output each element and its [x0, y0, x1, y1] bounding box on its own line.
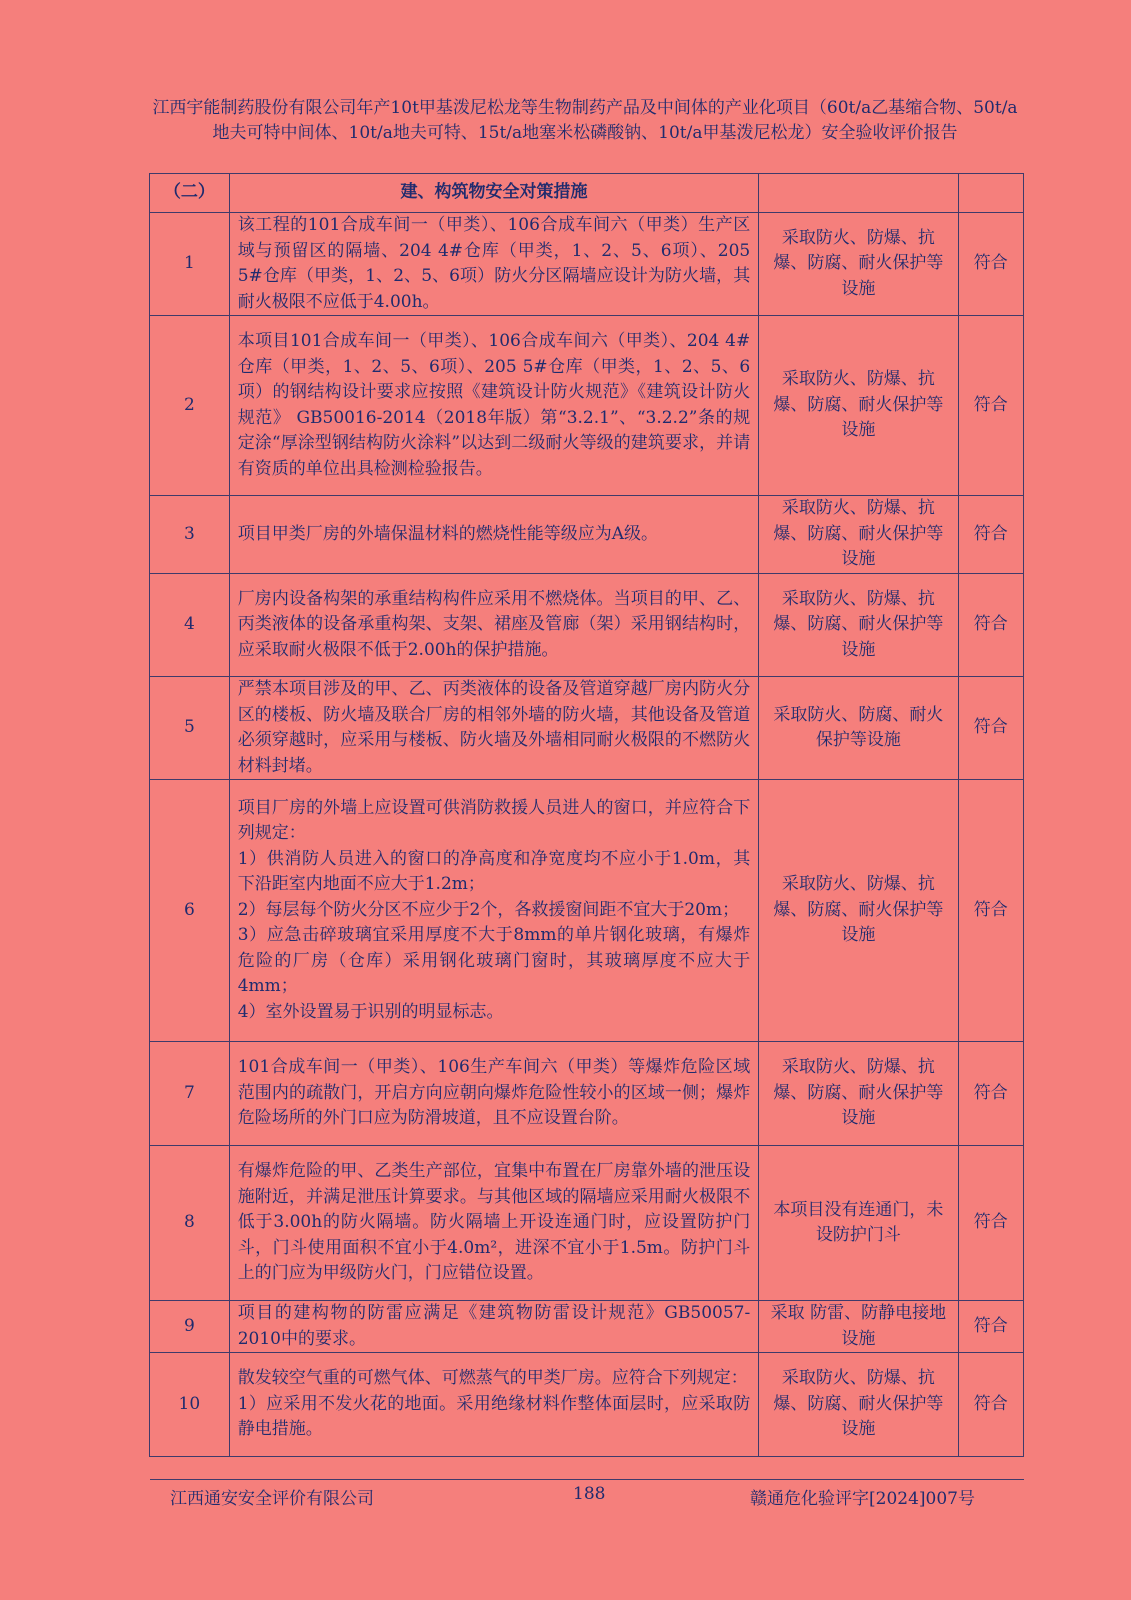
table-row [150, 496, 1024, 574]
page-header-title: 江西宇能制药股份有限公司年产10t甲基泼尼松龙等生物制药产品及中间体的产业化项目（60t/a乙基缩合物、50t/a地夫可特中间体、10t/a地夫可特、15t/a地塞米松磷酸钠、10t/a甲基泼尼松龙）安全验收评价报告 [152, 98, 1018, 143]
content-line: 散发较空气重的可燃气体、可燃蒸气的甲类厂房。应符合下列规定： [237, 1368, 748, 1389]
row-measure: 采取防火、防爆、抗爆、防腐、耐火保护等设施 [759, 496, 958, 574]
row-measure: 本项目没有连通门，未设防护门斗 [759, 1146, 958, 1301]
row-number: 4 [150, 574, 230, 677]
row-result: 符合 [958, 496, 1023, 574]
table-row [150, 213, 1024, 316]
row-measure: 采取防火、防爆、抗爆、防腐、耐火保护等设施 [759, 213, 958, 316]
table-row [150, 574, 1024, 677]
content-line: 1）供消防人员进入的窗口的净高度和净宽度均不应小于1.0m，其下沿距室内地面不应大于1.2m； [237, 848, 751, 895]
row-number: 9 [150, 1301, 230, 1353]
row-result: 符合 [958, 1146, 1023, 1301]
row-content: 项目甲类厂房的外墙保温材料的燃烧性能等级应为A级。 [229, 496, 759, 574]
safety-measures-table [149, 173, 1024, 1457]
row-result: 符合 [958, 677, 1023, 780]
footer-doc-number: 赣通危化验评字[2024]007号 [750, 1489, 975, 1509]
table-row [150, 1353, 1024, 1457]
section-header-empty-cell [958, 174, 1023, 213]
row-number: 7 [150, 1042, 230, 1146]
row-number: 3 [150, 496, 230, 574]
footer-company: 江西通安安全评价有限公司 [170, 1489, 374, 1509]
row-measure: 采取防火、防爆、抗爆、防腐、耐火保护等设施 [759, 1353, 958, 1457]
footer-page-number: 188 [573, 1484, 606, 1504]
row-content: 101合成车间一（甲类）、106生产车间六（甲类）等爆炸危险区域范围内的疏散门，开启方向应朝向爆炸危险性较小的区域一侧；爆炸危险场所的外门口应为防滑坡道，且不应设置台阶。 [229, 1042, 759, 1146]
row-number: 2 [150, 316, 230, 496]
row-content [229, 780, 759, 1042]
row-number: 10 [150, 1353, 230, 1457]
table-section-header-row [150, 174, 1024, 213]
row-result: 符合 [958, 1353, 1023, 1457]
row-number: 1 [150, 213, 230, 316]
content-line: 4）室外设置易于识别的明显标志。 [237, 1001, 504, 1022]
table-row [150, 780, 1024, 1042]
content-line: 1）应采用不发火花的地面。采用绝缘材料作整体面层时，应采取防静电措施。 [237, 1393, 751, 1440]
row-measure: 采取防火、防爆、抗爆、防腐、耐火保护等设施 [759, 1042, 958, 1146]
row-content: 有爆炸危险的甲、乙类生产部位，宜集中布置在厂房靠外墙的泄压设施附近，并满足泄压计算要求。与其他区域的隔墙应采用耐火极限不低于3.00h的防火隔墙。防火隔墙上开设连通门时，应设置防护门斗，门斗使用面积不宜小于4.0m²，进深不宜小于1.5m。防护门斗上的门应为甲级防火门，门应错位设置。 [229, 1146, 759, 1301]
row-content [229, 1353, 759, 1457]
row-measure: 采取防火、防爆、抗爆、防腐、耐火保护等设施 [759, 574, 958, 677]
footer-divider [150, 1479, 1024, 1480]
row-measure: 采取防火、防爆、抗爆、防腐、耐火保护等设施 [759, 316, 958, 496]
row-number: 8 [150, 1146, 230, 1301]
content-line: 3）应急击碎玻璃宜采用厚度不大于8mm的单片钢化玻璃，有爆炸危险的厂房（仓库）采用钢化玻璃门窗时，其玻璃厚度不应大于4mm； [237, 925, 751, 997]
row-measure: 采取防火、防爆、抗爆、防腐、耐火保护等设施 [759, 780, 958, 1042]
row-result: 符合 [958, 780, 1023, 1042]
content-line: 项目厂房的外墙上应设置可供消防救援人员进人的窗口，并应符合下列规定： [237, 797, 751, 844]
row-content: 本项目101合成车间一（甲类）、106合成车间六（甲类）、204 4#仓库（甲类，1、2、5、6项）、205 5#仓库（甲类，1、2、5、6项）的钢结构设计要求应按照《建筑设计防火规范》《建筑设计防火规范》 GB50016-2014（2018年版）第“3.2.1”、“3.2.2”条的规定涂“厚涂型钢结构防火涂料”以达到二级耐火等级的建筑要求，并请有资质的单位出具检测检验报告。 [229, 316, 759, 496]
section-header-empty-cell [759, 174, 958, 213]
section-number: （二） [150, 174, 230, 213]
row-result: 符合 [958, 213, 1023, 316]
row-content: 厂房内设备构架的承重结构构件应采用不燃烧体。当项目的甲、乙、丙类液体的设备承重构架、支架、裙座及管廊（架）采用钢结构时，应采取耐火极限不低于2.00h的保护措施。 [229, 574, 759, 677]
table-row [150, 677, 1024, 780]
row-result: 符合 [958, 316, 1023, 496]
table-row [150, 1146, 1024, 1301]
row-measure: 采取防火、防腐、耐火保护等设施 [759, 677, 958, 780]
row-result: 符合 [958, 574, 1023, 677]
row-number: 6 [150, 780, 230, 1042]
row-result: 符合 [958, 1042, 1023, 1146]
table-row [150, 1042, 1024, 1146]
row-number: 5 [150, 677, 230, 780]
table-row [150, 316, 1024, 496]
row-measure: 采取 防雷、防静电接地设施 [759, 1301, 958, 1353]
row-result: 符合 [958, 1301, 1023, 1353]
row-content: 项目的建构物的防雷应满足《建筑物防雷设计规范》GB50057-2010中的要求。 [229, 1301, 759, 1353]
content-line: 2）每层每个防火分区不应少于2个，各救援窗间距不宜大于20m； [237, 899, 740, 920]
table-row [150, 1301, 1024, 1353]
row-content: 该工程的101合成车间一（甲类）、106合成车间六（甲类）生产区域与预留区的隔墙、204 4#仓库（甲类，1、2、5、6项）、205 5#仓库（甲类，1、2、5、6项）防火分区隔墙应设计为防火墙，其耐火极限不应低于4.00h。 [229, 213, 759, 316]
section-title: 建、构筑物安全对策措施 [229, 174, 759, 213]
row-content: 严禁本项目涉及的甲、乙、丙类液体的设备及管道穿越厂房内防火分区的楼板、防火墙及联合厂房的相邻外墙的防火墙，其他设备及管道必须穿越时，应采用与楼板、防火墙及外墙相同耐火极限的不燃防火材料封堵。 [229, 677, 759, 780]
